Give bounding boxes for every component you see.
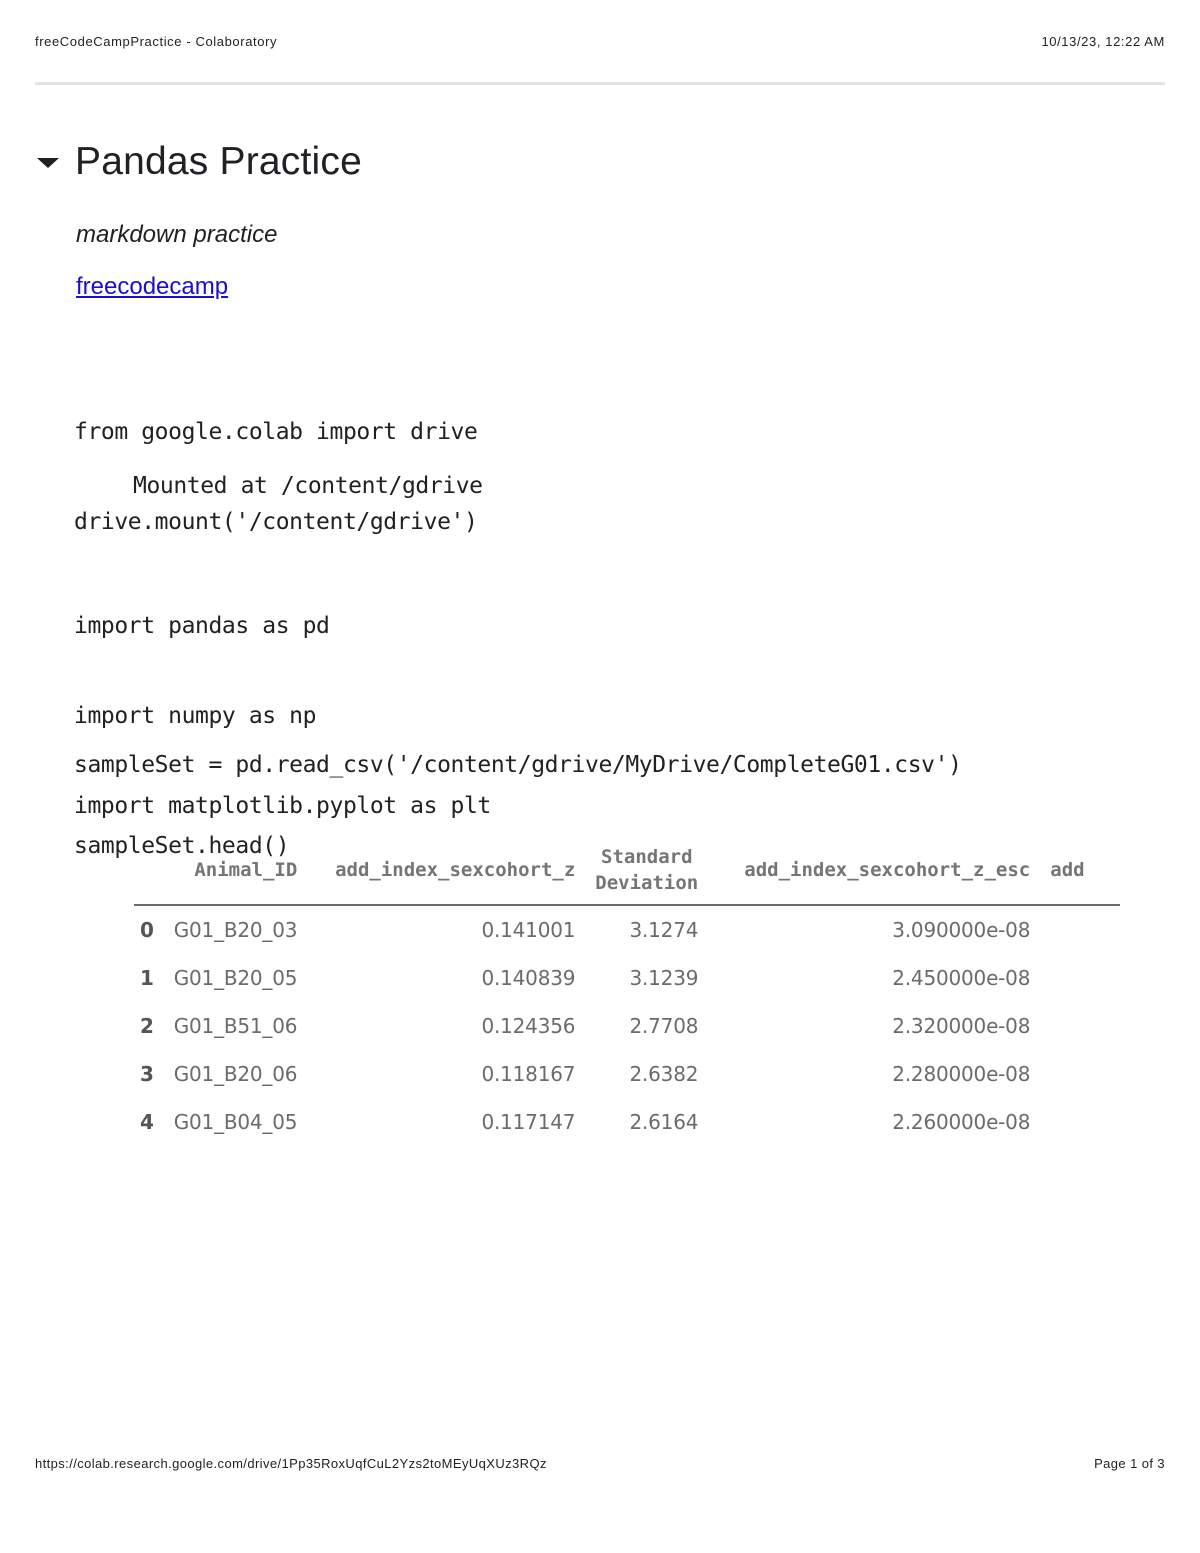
row-index: 4 xyxy=(140,1110,154,1134)
code-line: drive.mount('/content/gdrive') xyxy=(74,509,478,535)
print-header-datetime: 10/13/23, 12:22 AM xyxy=(1041,34,1165,49)
code-line: import numpy as np xyxy=(74,703,317,729)
cell-animal-id: G01_B51_06 xyxy=(173,1014,298,1038)
freecodecamp-link[interactable]: freecodecamp xyxy=(76,273,229,300)
cell-standard-deviation: 2.7708 xyxy=(629,1014,699,1038)
cell-sexcohort-z-esc: 2.260000e-08 xyxy=(892,1110,1031,1134)
column-header-sexcohort-z-esc: add_index_sexcohort_z_esc xyxy=(708,836,1040,905)
code-line: import pandas as pd xyxy=(74,613,330,639)
cell-add xyxy=(1040,1002,1120,1050)
table-row xyxy=(134,1098,1120,1146)
header-divider xyxy=(35,82,1165,85)
code-line: sampleSet.head() xyxy=(74,833,290,859)
cell-standard-deviation: 2.6164 xyxy=(629,1110,699,1134)
cell-add xyxy=(1040,1098,1120,1146)
cell-standard-deviation: 3.1239 xyxy=(629,966,699,990)
cell-add xyxy=(1040,1050,1120,1098)
code-cell-1[interactable] xyxy=(74,357,477,567)
print-footer-url: https://colab.research.google.com/drive/1Pp35RoxUqfCuL2Yzs2toMEyUqXUz3RQz xyxy=(35,1456,547,1471)
cell-sexcohort-z-esc: 2.280000e-08 xyxy=(892,1062,1031,1086)
dataframe-table xyxy=(134,836,1120,1146)
cell-add xyxy=(1040,905,1120,954)
cell-animal-id: G01_B20_06 xyxy=(173,1062,298,1086)
markdown-italic-text: markdown practice xyxy=(76,221,278,248)
cell-standard-deviation: 3.1274 xyxy=(629,918,699,942)
row-index: 3 xyxy=(140,1062,154,1086)
cell-sexcohort-z: 0.124356 xyxy=(481,1014,576,1038)
cell-animal-id: G01_B04_05 xyxy=(173,1110,298,1134)
row-index: 1 xyxy=(140,966,154,990)
section-heading[interactable] xyxy=(37,138,362,186)
code-line: sampleSet = pd.read_csv('/content/gdrive/MyDrive/CompleteG01.csv') xyxy=(74,752,962,778)
cell-1-output: Mounted at /content/gdrive xyxy=(133,473,483,499)
print-footer xyxy=(35,1456,1165,1474)
code-line: import matplotlib.pyplot as plt xyxy=(74,793,491,819)
cell-animal-id: G01_B20_03 xyxy=(173,918,298,942)
caret-down-icon[interactable] xyxy=(37,158,59,168)
print-header-title: freeCodeCampPractice - Colaboratory xyxy=(35,34,278,49)
cell-sexcohort-z-esc: 2.320000e-08 xyxy=(892,1014,1031,1038)
table-row xyxy=(134,1002,1120,1050)
column-header-animal-id: Animal_ID xyxy=(164,836,308,905)
column-header-add-truncated: add xyxy=(1040,836,1120,905)
table-row xyxy=(134,954,1120,1002)
row-index: 2 xyxy=(140,1014,154,1038)
table-row xyxy=(134,905,1120,954)
table-row xyxy=(134,1050,1120,1098)
cell-sexcohort-z: 0.141001 xyxy=(481,918,576,942)
cell-sexcohort-z: 0.118167 xyxy=(481,1062,576,1086)
cell-add xyxy=(1040,954,1120,1002)
cell-sexcohort-z-esc: 2.450000e-08 xyxy=(892,966,1031,990)
column-header-standard-deviation: Standard Deviation xyxy=(585,836,708,905)
cell-sexcohort-z-esc: 3.090000e-08 xyxy=(892,918,1031,942)
code-line: from google.colab import drive xyxy=(74,419,478,445)
index-header xyxy=(134,836,164,905)
cell-animal-id: G01_B20_05 xyxy=(173,966,298,990)
cell-sexcohort-z: 0.140839 xyxy=(481,966,576,990)
dataframe-output xyxy=(134,836,1158,1156)
row-index: 0 xyxy=(140,918,154,942)
dataframe-header-row xyxy=(134,836,1120,905)
print-header xyxy=(35,34,1165,52)
section-title: Pandas Practice xyxy=(75,140,362,183)
cell-standard-deviation: 2.6382 xyxy=(629,1062,699,1086)
column-header-sexcohort-z: add_index_sexcohort_z xyxy=(307,836,585,905)
print-footer-page: Page 1 of 3 xyxy=(1094,1456,1165,1471)
cell-sexcohort-z: 0.117147 xyxy=(481,1110,576,1134)
